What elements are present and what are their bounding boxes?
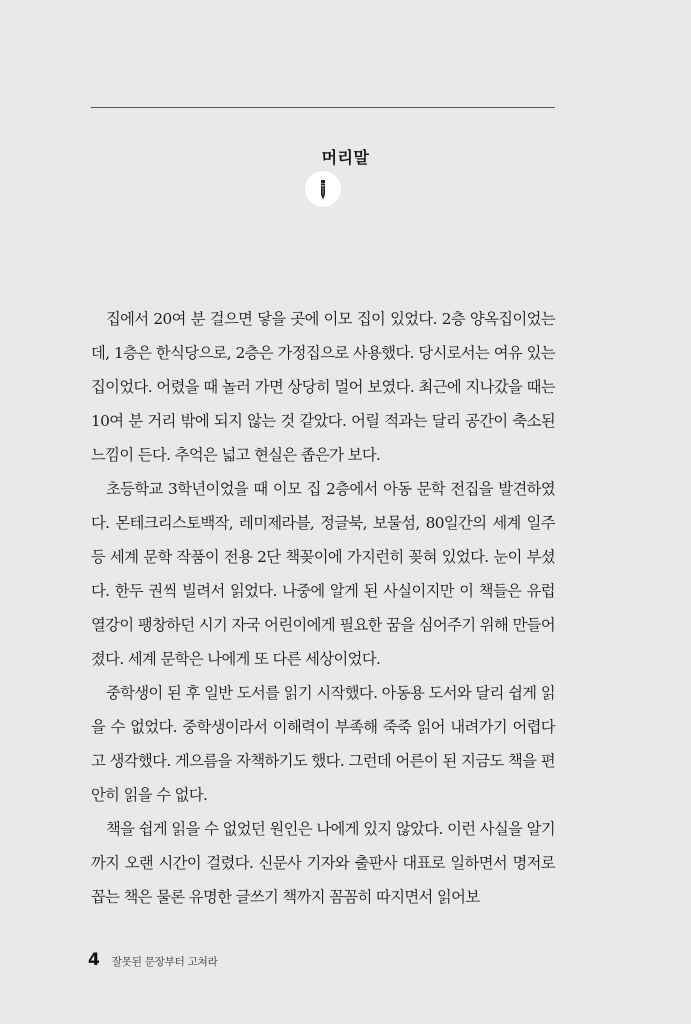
page-number: 4 [88,950,100,970]
header-rule [91,107,555,108]
pencil-icon [305,171,341,207]
paragraph-2: 초등학교 3학년이었을 때 이모 집 2층에서 아동 문학 전집을 발견하였다. 몬테크리스토백작, 레미제라블, 정글북, 보물섬, 80일간의 세계 일주 등 세계 문학 작품이 전용 2단 책꽂이에 가지런히 꽂혀 있었다. 눈이 부셨다. 한두 권씩 빌려서 읽었다. 나중에 알게 된 사실이지만 이 책들은 유럽 열강이 팽창하던 시기 자국 어린이에게 필요한 꿈을 심어주기 위해 만들어졌다. 세계 문학은 나에게 또 다른 세상이었다. [91,480,555,668]
pencil-badge [305,171,341,207]
page-footer [88,950,218,970]
running-title: 잘못된 문장부터 고쳐라 [111,956,218,968]
section-title: 머리말 [321,148,370,167]
paragraph-1: 집에서 20여 분 걸으면 닿을 곳에 이모 집이 있었다. 2층 양옥집이었는데, 1층은 한식당으로, 2층은 가정집으로 사용했다. 당시로서는 여유 있는 집이었다. 어렸을 때 놀러 가면 상당히 멀어 보였다. 최근에 지나갔을 때는 10여 분 거리 밖에 되지 않는 것 같았다. 어릴 적과는 달리 공간이 축소된 느낌이 든다. 추억은 넓고 현실은 좁은가 보다. [91,310,555,464]
paragraph-4: 책을 쉽게 읽을 수 없었던 원인은 나에게 있지 않았다. 이런 사실을 알기까지 오랜 시간이 걸렸다. 신문사 기자와 출판사 대표로 일하면서 명저로 꼽는 책은 물론 유명한 글쓰기 책까지 꼼꼼히 따지면서 읽어보 [91,820,555,906]
paragraph-3: 중학생이 된 후 일반 도서를 읽기 시작했다. 아동용 도서와 달리 쉽게 읽을 수 없었다. 중학생이라서 이해력이 부족해 죽죽 읽어 내려가기 어렵다고 생각했다. 게으름을 자책하기도 했다. 그런데 어른이 된 지금도 책을 편안히 읽을 수 없다. [91,684,555,804]
preface-body [91,302,555,914]
